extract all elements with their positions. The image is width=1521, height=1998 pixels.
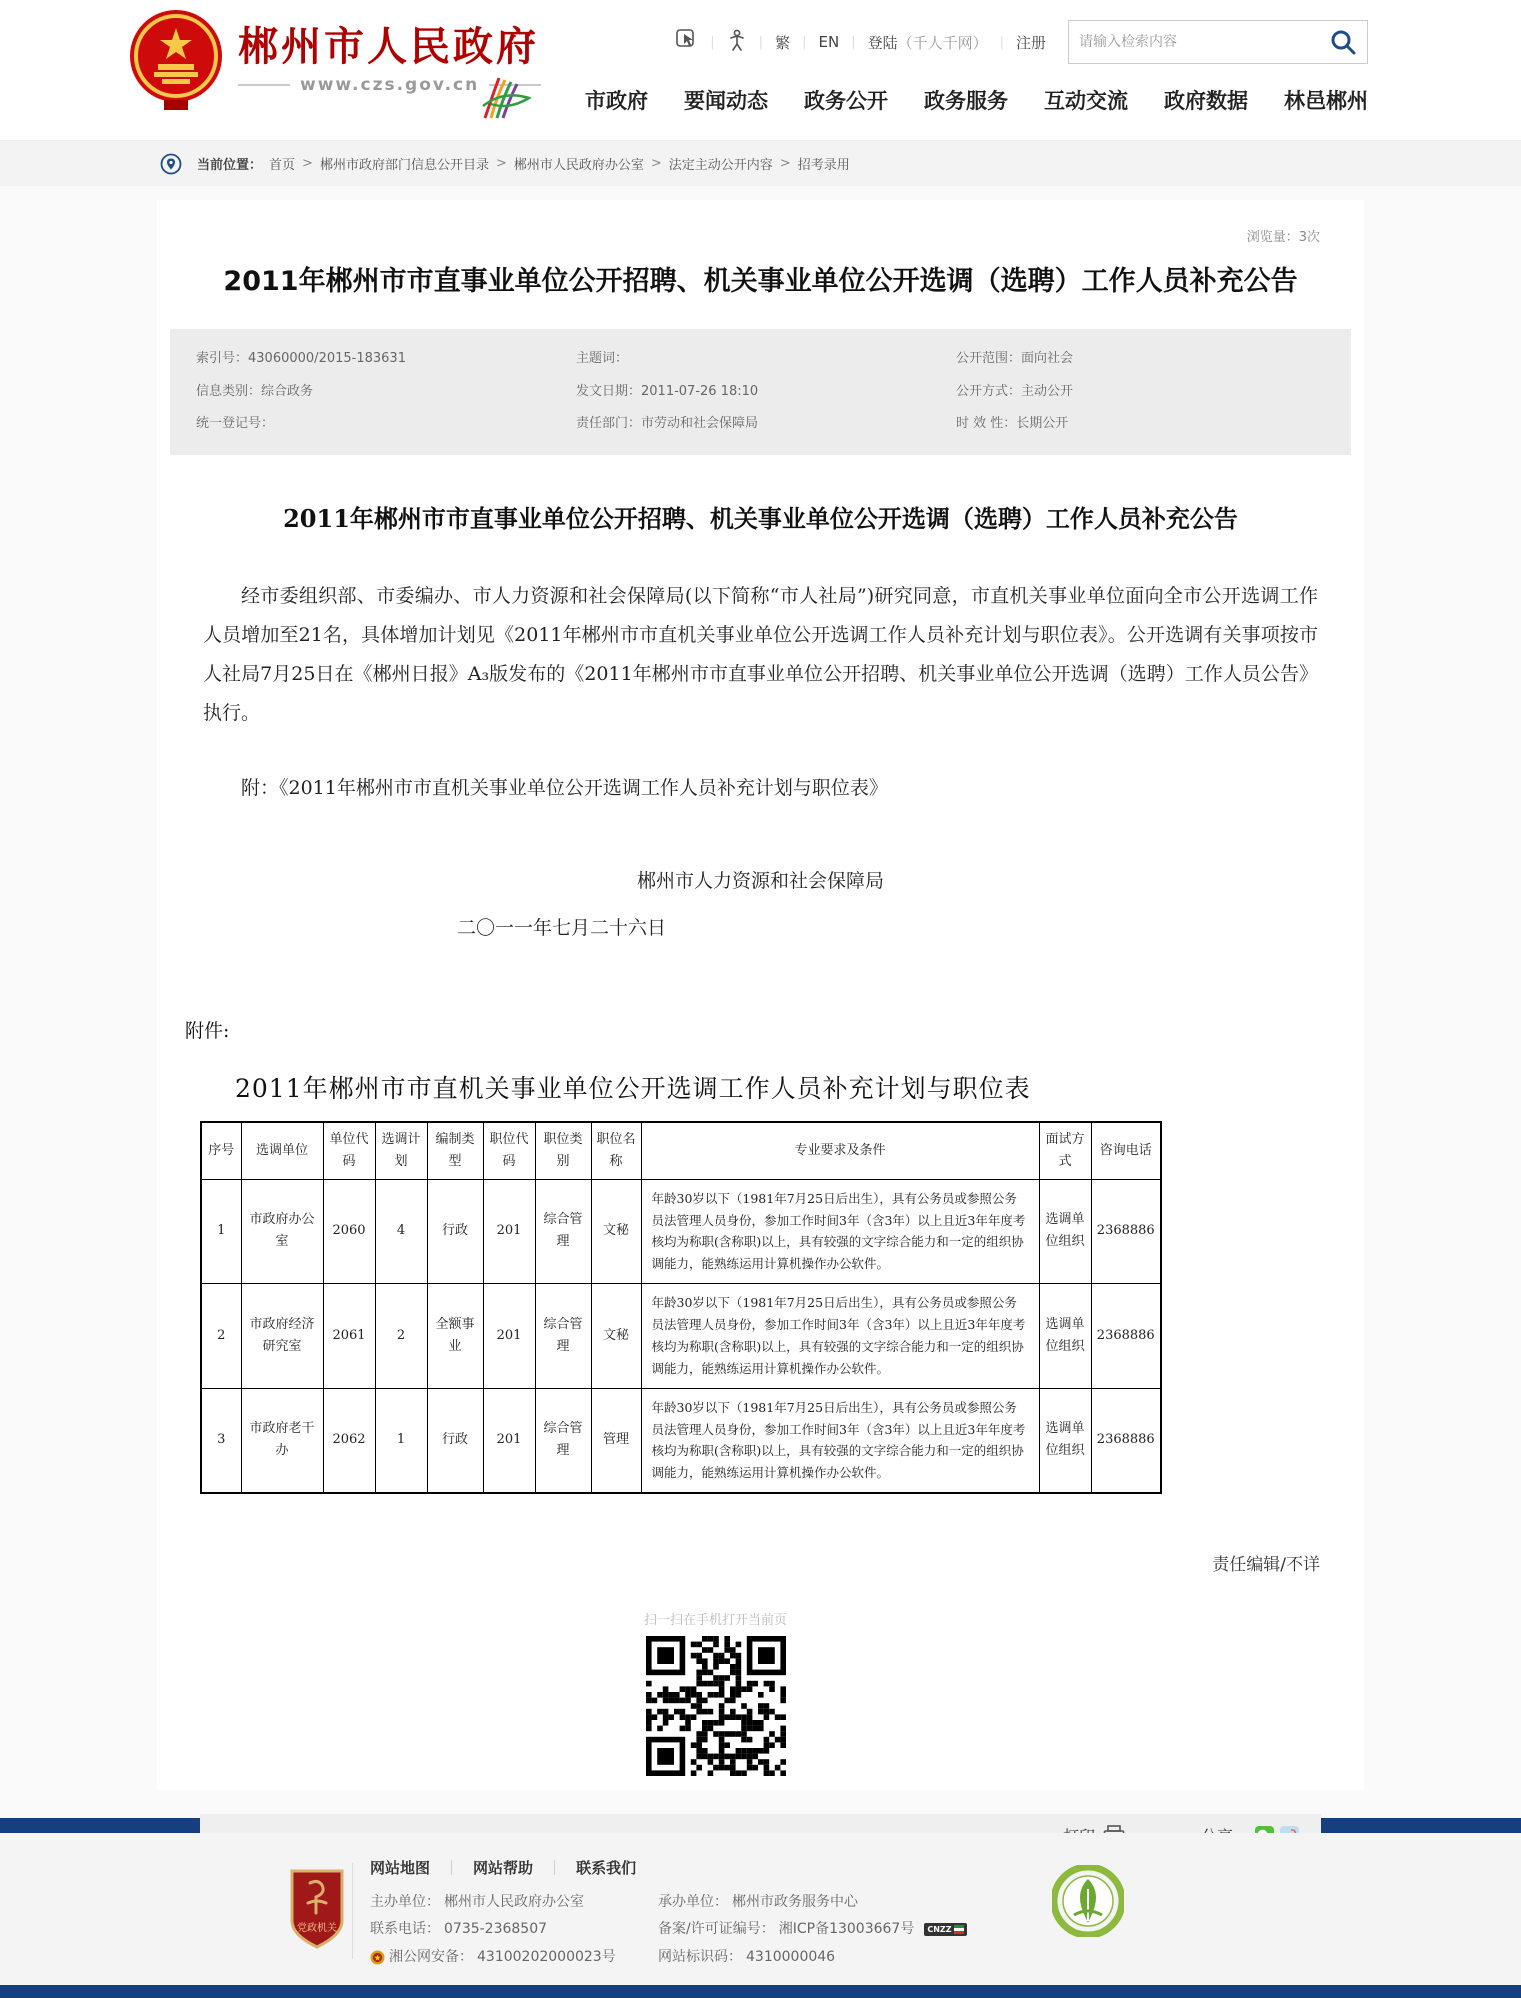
cell-plan: 2 — [375, 1284, 427, 1389]
qr-section — [112, 1609, 1319, 1776]
footer-security: 湘公网安备： 43100202000023号 — [370, 1944, 646, 1971]
cell-post-name: 文秘 — [591, 1284, 641, 1389]
meta-dept: 责任部门：市劳动和社会保障局 — [576, 416, 759, 432]
meta-reg: 统一登记号： — [196, 416, 275, 432]
cell-unit: 市政府经济研究室 — [241, 1284, 323, 1389]
cell-interview: 选调单位组织 — [1039, 1179, 1091, 1284]
toolbar-separator: | — [802, 34, 807, 50]
col-unit-code: 单位代码 — [323, 1122, 375, 1180]
qr-code — [646, 1636, 786, 1776]
search-button[interactable] — [1319, 21, 1367, 63]
editor-credit: 责任编辑/不详 — [1212, 1555, 1320, 1576]
english-button[interactable]: EN — [818, 33, 840, 51]
col-post-category: 职位类别 — [535, 1122, 591, 1180]
meta-box — [170, 329, 1351, 455]
meta-category: 信息类别：综合政务 — [196, 383, 314, 399]
footer-icp: 备案/许可证编号： 湘ICP备13003667号 CNZZ — [658, 1916, 967, 1943]
table-title: 2011年郴州市市直机关事业单位公开选调工作人员补充计划与职位表 — [235, 1073, 1031, 1103]
login-button[interactable] — [868, 32, 988, 53]
meta-scope: 公开范围：面向社会 — [956, 350, 1074, 366]
cell-post-code: 201 — [483, 1284, 535, 1389]
toolbar-separator: | — [710, 34, 715, 50]
brush-logo-icon — [475, 76, 531, 124]
site-name: 郴州市人民政府 — [238, 24, 539, 70]
cell-post-code: 201 — [483, 1388, 535, 1493]
cell-requirements: 年龄30岁以下（1981年7月25日后出生），具有公务员或参照公务员法管理人员身份，参加工作时间3年（含3年）以上且近3年年度考核均为称职(含称职)以上，具有较强的文字综合能力和一定的组织协调能力，能熟练运用计算机操作办公软件。 — [641, 1284, 1039, 1389]
table-row — [201, 1388, 1161, 1493]
cell-unit: 市政府老干办 — [241, 1388, 323, 1493]
meta-validity: 时 效 性：长期公开 — [956, 416, 1069, 432]
cnzz-flag-icon — [954, 1925, 964, 1934]
breadcrumb — [0, 140, 1521, 186]
table-row — [201, 1179, 1161, 1284]
header-toolbar — [676, 22, 1046, 62]
police-badge-icon — [370, 1950, 385, 1965]
site-url-text: www.czs.gov.cn — [300, 75, 480, 95]
main-nav — [475, 76, 1368, 124]
footer-info — [370, 1889, 967, 1971]
cell-establishment: 行政 — [427, 1388, 483, 1493]
cell-seq: 2 — [201, 1284, 241, 1389]
table-header-row — [201, 1122, 1161, 1180]
nav-item-news[interactable]: 要闻动态 — [684, 89, 768, 113]
breadcrumb-separator: > — [779, 156, 791, 171]
article-card — [157, 200, 1364, 1790]
breadcrumb-label: 当前位置： — [197, 158, 263, 173]
meta-subject: 主题词： — [576, 350, 629, 366]
cell-interview: 选调单位组织 — [1039, 1388, 1091, 1493]
search-input[interactable] — [1069, 34, 1319, 50]
article-body — [157, 499, 1364, 1494]
cell-unit-code: 2062 — [323, 1388, 375, 1493]
footer-link-help[interactable]: 网站帮助 — [473, 1859, 534, 1877]
url-dash-left — [238, 84, 290, 86]
col-phone: 咨询电话 — [1091, 1122, 1161, 1180]
toolbar-separator: | — [851, 34, 856, 50]
nav-item-gov-open[interactable]: 政务公开 — [804, 89, 888, 113]
view-count: 浏览量：3次 — [1246, 230, 1320, 245]
col-post-code: 职位代码 — [483, 1122, 535, 1180]
elder-mode-icon[interactable] — [676, 29, 698, 55]
party-gov-badge[interactable] — [288, 1869, 346, 1953]
cell-post-name: 文秘 — [591, 1179, 641, 1284]
login-suffix: （千人千网） — [897, 33, 988, 52]
breadcrumb-separator: > — [495, 156, 507, 171]
cell-establishment: 全额事业 — [427, 1284, 483, 1389]
traditional-chinese-button[interactable]: 繁 — [775, 33, 791, 52]
col-requirements: 专业要求及条件 — [641, 1122, 1039, 1180]
cell-seq: 1 — [201, 1179, 241, 1284]
breadcrumb-office[interactable]: 郴州市人民政府办公室 — [513, 158, 644, 173]
col-establishment: 编制类型 — [427, 1122, 483, 1180]
footer-organizer: 承办单位： 郴州市政务服务中心 — [658, 1894, 858, 1910]
col-plan: 选调计划 — [375, 1122, 427, 1180]
article-body-title: 2011年郴州市市直事业单位公开招聘、机关事业单位公开选调（选聘）工作人员补充公告 — [283, 504, 1238, 534]
cell-post-category: 综合管理 — [535, 1284, 591, 1389]
cell-plan: 1 — [375, 1388, 427, 1493]
cell-phone: 2368886 — [1091, 1179, 1161, 1284]
nav-item-city-gov[interactable]: 市政府 — [585, 89, 648, 113]
accessibility-icon[interactable] — [727, 29, 747, 55]
cell-unit: 市政府办公室 — [241, 1179, 323, 1284]
cell-unit-code: 2061 — [323, 1284, 375, 1389]
col-interview: 面试方式 — [1039, 1122, 1091, 1180]
table-row — [201, 1284, 1161, 1389]
location-pin-icon — [160, 153, 182, 175]
cell-establishment: 行政 — [427, 1179, 483, 1284]
cell-post-code: 201 — [483, 1179, 535, 1284]
cell-requirements: 年龄30岁以下（1981年7月25日后出生），具有公务员或参照公务员法管理人员身份，参加工作时间3年（含3年）以上且近3年年度考核均为称职(含称职)以上，具有较强的文字综合能力和一定的组织协调能力，能熟练运用计算机操作办公软件。 — [641, 1388, 1039, 1493]
nav-item-gov-service[interactable]: 政务服务 — [924, 89, 1008, 113]
breadcrumb-separator: > — [302, 156, 313, 171]
footer-host: 主办单位： 郴州市人民政府办公室 — [370, 1894, 584, 1910]
cell-requirements: 年龄30岁以下（1981年7月25日后出生），具有公务员或参照公务员法管理人员身份，参加工作时间3年（含3年）以上且近3年年度考核均为称职(含称职)以上，具有较强的文字综合能力和一定的组织协调能力，能熟练运用计算机操作办公软件。 — [641, 1179, 1039, 1284]
nav-item-interaction[interactable]: 互动交流 — [1044, 89, 1128, 113]
positions-table — [200, 1121, 1162, 1495]
cell-interview: 选调单位组织 — [1039, 1284, 1091, 1389]
footer-link-contact[interactable]: 联系我们 — [576, 1859, 637, 1877]
search-icon — [1329, 28, 1357, 56]
footer-link-separator: ｜ — [444, 1859, 460, 1877]
footer-phone: 联系电话： 0735-2368507 — [370, 1921, 548, 1938]
breadcrumb-home[interactable]: 首页 — [269, 158, 296, 173]
article-attachment-line: 附：《2011年郴州市市直机关事业单位公开选调工作人员补充计划与职位表》 — [241, 776, 888, 799]
col-post-name: 职位名称 — [591, 1122, 641, 1180]
cell-plan: 4 — [375, 1179, 427, 1284]
cnzz-badge[interactable]: CNZZ — [924, 1923, 966, 1936]
col-unit: 选调单位 — [241, 1122, 323, 1180]
breadcrumb-separator: > — [650, 156, 662, 171]
footer-site-code: 网站标识码： 4310000046 — [658, 1948, 836, 1965]
footer-divider — [352, 1863, 353, 1959]
register-button[interactable]: 注册 — [1015, 33, 1046, 52]
site-header — [0, 0, 1521, 140]
toolbar-separator: | — [758, 34, 764, 50]
cell-post-category: 综合管理 — [535, 1179, 591, 1284]
article-title: 2011年郴州市市直事业单位公开招聘、机关事业单位公开选调（选聘）工作人员补充公告 — [223, 266, 1298, 297]
attachment-label: 附件: — [185, 1019, 230, 1042]
bottom-navy-strip — [0, 1985, 1521, 1998]
article-paragraph: 经市委组织部、市委编办、市人力资源和社会保障局(以下简称“市人社局”)研究同意，市直机关事业单位面向全市公开选调工作人员增加至21名，具体增加计划见《2011年郴州市市直机关事业单位公开选调工作人员补充计划与职位表》。公开选调有关事项按市人社局7月25日在《郴州日报》A₃版发布的《2011年郴州市市直事业单位公开招聘、机关事业单位公开选调（选聘）工作人员公告》执行。 — [203, 584, 1318, 724]
cell-post-name: 管理 — [591, 1388, 641, 1493]
footer-link-sitemap[interactable]: 网站地图 — [370, 1859, 431, 1877]
cell-phone: 2368886 — [1091, 1388, 1161, 1493]
civilized-city-logo — [1052, 1865, 1124, 1941]
cell-phone: 2368886 — [1091, 1284, 1161, 1389]
footer-link-separator: ｜ — [547, 1859, 563, 1877]
col-seq: 序号 — [201, 1122, 241, 1180]
qr-caption: 扫一扫在手机打开当前页 — [643, 1613, 787, 1629]
toolbar-separator: | — [999, 34, 1004, 50]
meta-method: 公开方式：主动公开 — [956, 383, 1074, 399]
breadcrumb-directory[interactable]: 郴州市政府部门信息公开目录 — [319, 158, 489, 173]
cell-seq: 3 — [201, 1388, 241, 1493]
login-text: 登陆 — [867, 33, 898, 52]
site-footer — [0, 1833, 1521, 1985]
svg-text:党政机关: 党政机关 — [297, 1923, 337, 1934]
national-emblem-icon — [128, 8, 224, 112]
footer-links — [370, 1857, 636, 1878]
breadcrumb-recruitment[interactable]: 招考录用 — [797, 158, 850, 173]
search-box — [1068, 20, 1368, 64]
nav-item-linyi-chenzhou[interactable]: 林邑郴州 — [1284, 89, 1368, 113]
meta-date: 发文日期：2011-07-26 18:10 — [576, 383, 759, 399]
breadcrumb-legal-content[interactable]: 法定主动公开内容 — [668, 158, 773, 173]
nav-item-gov-data[interactable]: 政府数据 — [1164, 89, 1248, 113]
article-sign-date: 二〇一一年七月二十六日 — [457, 916, 667, 939]
cell-unit-code: 2060 — [323, 1179, 375, 1284]
cell-post-category: 综合管理 — [535, 1388, 591, 1493]
meta-index: 索引号：43060000/2015-183631 — [196, 350, 406, 366]
article-signer: 郴州市人力资源和社会保障局 — [636, 869, 884, 892]
